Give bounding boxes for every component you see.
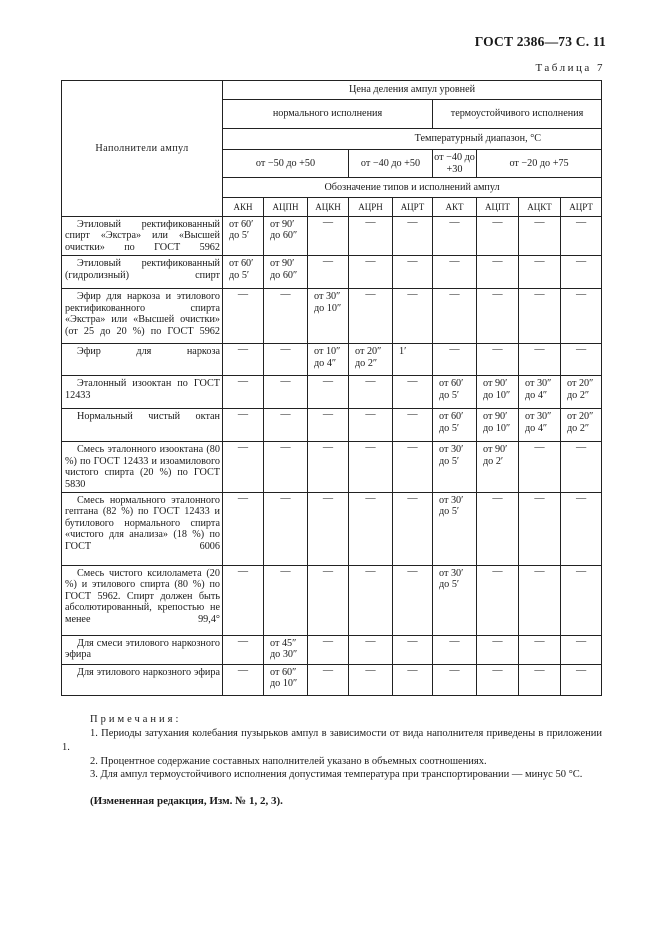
table-cell: —: [308, 376, 349, 409]
stub-header: Наполнители ампул: [62, 81, 223, 217]
table-cell: —: [308, 409, 349, 442]
row-label-text: Эфир для наркоза: [77, 346, 220, 358]
table-cell: от 45″ до 30″: [264, 635, 308, 664]
table-cell: —: [477, 492, 519, 565]
table-cell: 1′: [393, 344, 433, 376]
table-cell: —: [223, 635, 264, 664]
table-cell: —: [393, 565, 433, 635]
row-label: [62, 492, 223, 565]
table-row: [62, 565, 602, 635]
type-code: АЦПН: [264, 198, 308, 217]
page-header: ГОСТ 2386—73 С. 11: [474, 34, 606, 49]
row-label-text: Смесь чистого ксилоламета (20 %) и этилового спирта (80 %) по ГОСТ 5962. Спирт должен быть абсолютированный, крепостью не менее 99,4°: [65, 567, 220, 625]
table-cell: —: [223, 442, 264, 493]
table-cell: —: [519, 664, 561, 695]
table-cell: —: [308, 635, 349, 664]
normal-header: нормального исполнения: [223, 100, 433, 129]
table-cell: —: [519, 289, 561, 344]
table-cell: —: [561, 492, 602, 565]
table-cell: —: [223, 376, 264, 409]
row-label: [62, 409, 223, 442]
table-cell: —: [393, 664, 433, 695]
type-code: АЦПТ: [477, 198, 519, 217]
type-code: АЦРН: [349, 198, 393, 217]
table-cell: от 30″ до 4″: [519, 409, 561, 442]
table-cell: —: [223, 289, 264, 344]
price-division-header: Цена деления ампул уровней: [223, 81, 602, 100]
table-cell: от 20″ до 2″: [561, 409, 602, 442]
row-label-text: Смесь нормального эталонного гептана (82 %) по ГОСТ 12433 и бутилового нормального спирта «чистого для анализа» (18 %) по ГОСТ 6006: [65, 494, 220, 552]
table-cell: —: [349, 409, 393, 442]
row-label: [62, 376, 223, 409]
changed-edition-note: (Измененная редакция, Изм. № 1, 2, 3).: [90, 795, 283, 807]
table-cell: от 20″ до 2″: [349, 344, 393, 376]
table-cell: —: [433, 344, 477, 376]
row-label: [62, 565, 223, 635]
type-code: АЦКН: [308, 198, 349, 217]
table-cell: —: [393, 376, 433, 409]
row-label-text: Этиловый ректификованный (гидролизный) спирт: [65, 258, 220, 281]
table-cell: от 60″ до 10″: [264, 664, 308, 695]
table-cell: —: [433, 635, 477, 664]
table-cell: —: [477, 344, 519, 376]
type-code: АЦРТ: [561, 198, 602, 217]
table-cell: —: [561, 256, 602, 289]
table-cell: —: [308, 492, 349, 565]
table-cell: от 60′ до 5′: [433, 376, 477, 409]
note-1: 1. Периоды затухания колебания пузырьков ампул в зависимости от вида наполнителя приведены в приложении 1.: [62, 727, 602, 753]
data-table: [61, 80, 602, 696]
table-cell: —: [264, 376, 308, 409]
table-cell: —: [264, 289, 308, 344]
table-cell: от 90′ до 10″: [477, 409, 519, 442]
table-cell: —: [561, 565, 602, 635]
table-cell: —: [433, 256, 477, 289]
table-row: [62, 635, 602, 664]
table-cell: —: [561, 664, 602, 695]
table-cell: —: [433, 664, 477, 695]
table-cell: —: [223, 565, 264, 635]
table-cell: —: [349, 256, 393, 289]
table-cell: —: [433, 217, 477, 256]
table-cell: —: [393, 635, 433, 664]
row-label: [62, 344, 223, 376]
table-cell: —: [349, 664, 393, 695]
table-cell: —: [264, 442, 308, 493]
table-row: [62, 217, 602, 256]
row-label: [62, 442, 223, 493]
table-row: [62, 376, 602, 409]
table-cell: —: [477, 565, 519, 635]
table-cell: —: [519, 635, 561, 664]
table-row: [62, 289, 602, 344]
row-label-text: Эталонный изооктан по ГОСТ 12433: [65, 378, 220, 401]
row-label-text: Эфир для наркоза и этилового ректификованного спирта «Экстра» или «Высшей очистки» (от 25 до 20 %) по ГОСТ 5962: [65, 291, 220, 337]
table-cell: —: [349, 217, 393, 256]
table-cell: —: [223, 344, 264, 376]
table-cell: —: [308, 442, 349, 493]
table-cell: от 60′ до 5′: [223, 256, 264, 289]
table-cell: —: [477, 256, 519, 289]
table-cell: —: [477, 664, 519, 695]
table-cell: от 90′ до 2′: [477, 442, 519, 493]
table-cell: —: [393, 256, 433, 289]
table-cell: —: [264, 409, 308, 442]
table-cell: —: [393, 492, 433, 565]
table-cell: от 10″ до 4″: [308, 344, 349, 376]
table-cell: от 20″ до 2″: [561, 376, 602, 409]
table-cell: —: [477, 217, 519, 256]
table-cell: —: [393, 409, 433, 442]
table-cell: —: [349, 635, 393, 664]
table-caption: Таблица 7: [535, 62, 605, 74]
type-code: АЦКТ: [519, 198, 561, 217]
table-cell: —: [349, 442, 393, 493]
table-cell: —: [561, 635, 602, 664]
table-cell: —: [308, 256, 349, 289]
table-cell: —: [308, 664, 349, 695]
table-cell: —: [264, 565, 308, 635]
range-1: от −50 до +50: [223, 150, 349, 178]
temp-range-header: Температурный диапазон, °С: [223, 129, 602, 150]
table-cell: —: [561, 289, 602, 344]
table-cell: —: [433, 289, 477, 344]
table-row: [62, 492, 602, 565]
row-label: [62, 217, 223, 256]
table-row: [62, 344, 602, 376]
table-cell: от 90′ до 60″: [264, 256, 308, 289]
row-label-text: Смесь эталонного изооктана (80 %) по ГОСТ 12433 и изоамилового чистого спирта (20 %) по ГОСТ 5830: [65, 444, 220, 490]
table-cell: —: [477, 289, 519, 344]
table-cell: —: [561, 217, 602, 256]
table-cell: от 30′ до 5′: [433, 492, 477, 565]
notes: [62, 713, 602, 782]
table-cell: —: [519, 217, 561, 256]
row-label-text: Для смеси этилового наркозного эфира: [65, 637, 220, 661]
range-4: от −20 до +75: [477, 150, 602, 178]
table-cell: от 30″ до 4″: [519, 376, 561, 409]
table-row: [62, 256, 602, 289]
table-row: [62, 664, 602, 695]
table-cell: —: [393, 442, 433, 493]
table-row: [62, 409, 602, 442]
table-cell: от 60′ до 5′: [223, 217, 264, 256]
table-cell: —: [393, 217, 433, 256]
row-label-text: Этиловый ректификованный спирт «Экстра» или «Высшей очистки» по ГОСТ 5962: [65, 219, 220, 253]
row-label: [62, 635, 223, 664]
table-cell: от 30′ до 5′: [433, 565, 477, 635]
table-cell: —: [519, 256, 561, 289]
range-2: от −40 до +50: [349, 150, 433, 178]
table-cell: —: [561, 344, 602, 376]
row-label: [62, 289, 223, 344]
table-cell: —: [519, 565, 561, 635]
table-cell: —: [349, 376, 393, 409]
row-label: [62, 256, 223, 289]
table-cell: —: [393, 289, 433, 344]
table-cell: от 90′ до 10″: [477, 376, 519, 409]
table-cell: —: [223, 409, 264, 442]
table-cell: —: [308, 565, 349, 635]
table-cell: от 60′ до 5′: [433, 409, 477, 442]
table-cell: —: [349, 289, 393, 344]
type-code: АКН: [223, 198, 264, 217]
type-code: АКТ: [433, 198, 477, 217]
note-3: 3. Для ампул термоустойчивого исполнения допустимая температура при транспортировании — минус 50 °С.: [90, 769, 583, 781]
table-cell: —: [561, 442, 602, 493]
table-cell: —: [223, 492, 264, 565]
table-cell: —: [264, 492, 308, 565]
note-2: 2. Процентное содержание составных наполнителей указано в объемных соотношениях.: [90, 755, 487, 767]
table-cell: —: [308, 217, 349, 256]
row-label-text: Для этилового наркозного эфира: [77, 666, 220, 678]
table-cell: —: [477, 635, 519, 664]
notes-title: Примечания:: [90, 714, 182, 725]
row-label: [62, 664, 223, 695]
table-row: [62, 442, 602, 493]
row-label-text: Нормальный чистый октан: [77, 411, 220, 423]
table-cell: —: [223, 664, 264, 695]
table-cell: от 30″ до 10″: [308, 289, 349, 344]
table-cell: —: [264, 344, 308, 376]
table-cell: —: [519, 492, 561, 565]
table-cell: от 90′ до 60″: [264, 217, 308, 256]
types-header: Обозначение типов и исполнений ампул: [223, 178, 602, 198]
table-cell: —: [519, 442, 561, 493]
table-cell: —: [519, 344, 561, 376]
range-3: от −40 до +30: [433, 150, 477, 178]
table-cell: —: [349, 492, 393, 565]
table-cell: от 30′ до 5′: [433, 442, 477, 493]
thermo-header: термоустойчивого исполнения: [433, 100, 602, 129]
table-cell: —: [349, 565, 393, 635]
type-code: АЦРТ: [393, 198, 433, 217]
